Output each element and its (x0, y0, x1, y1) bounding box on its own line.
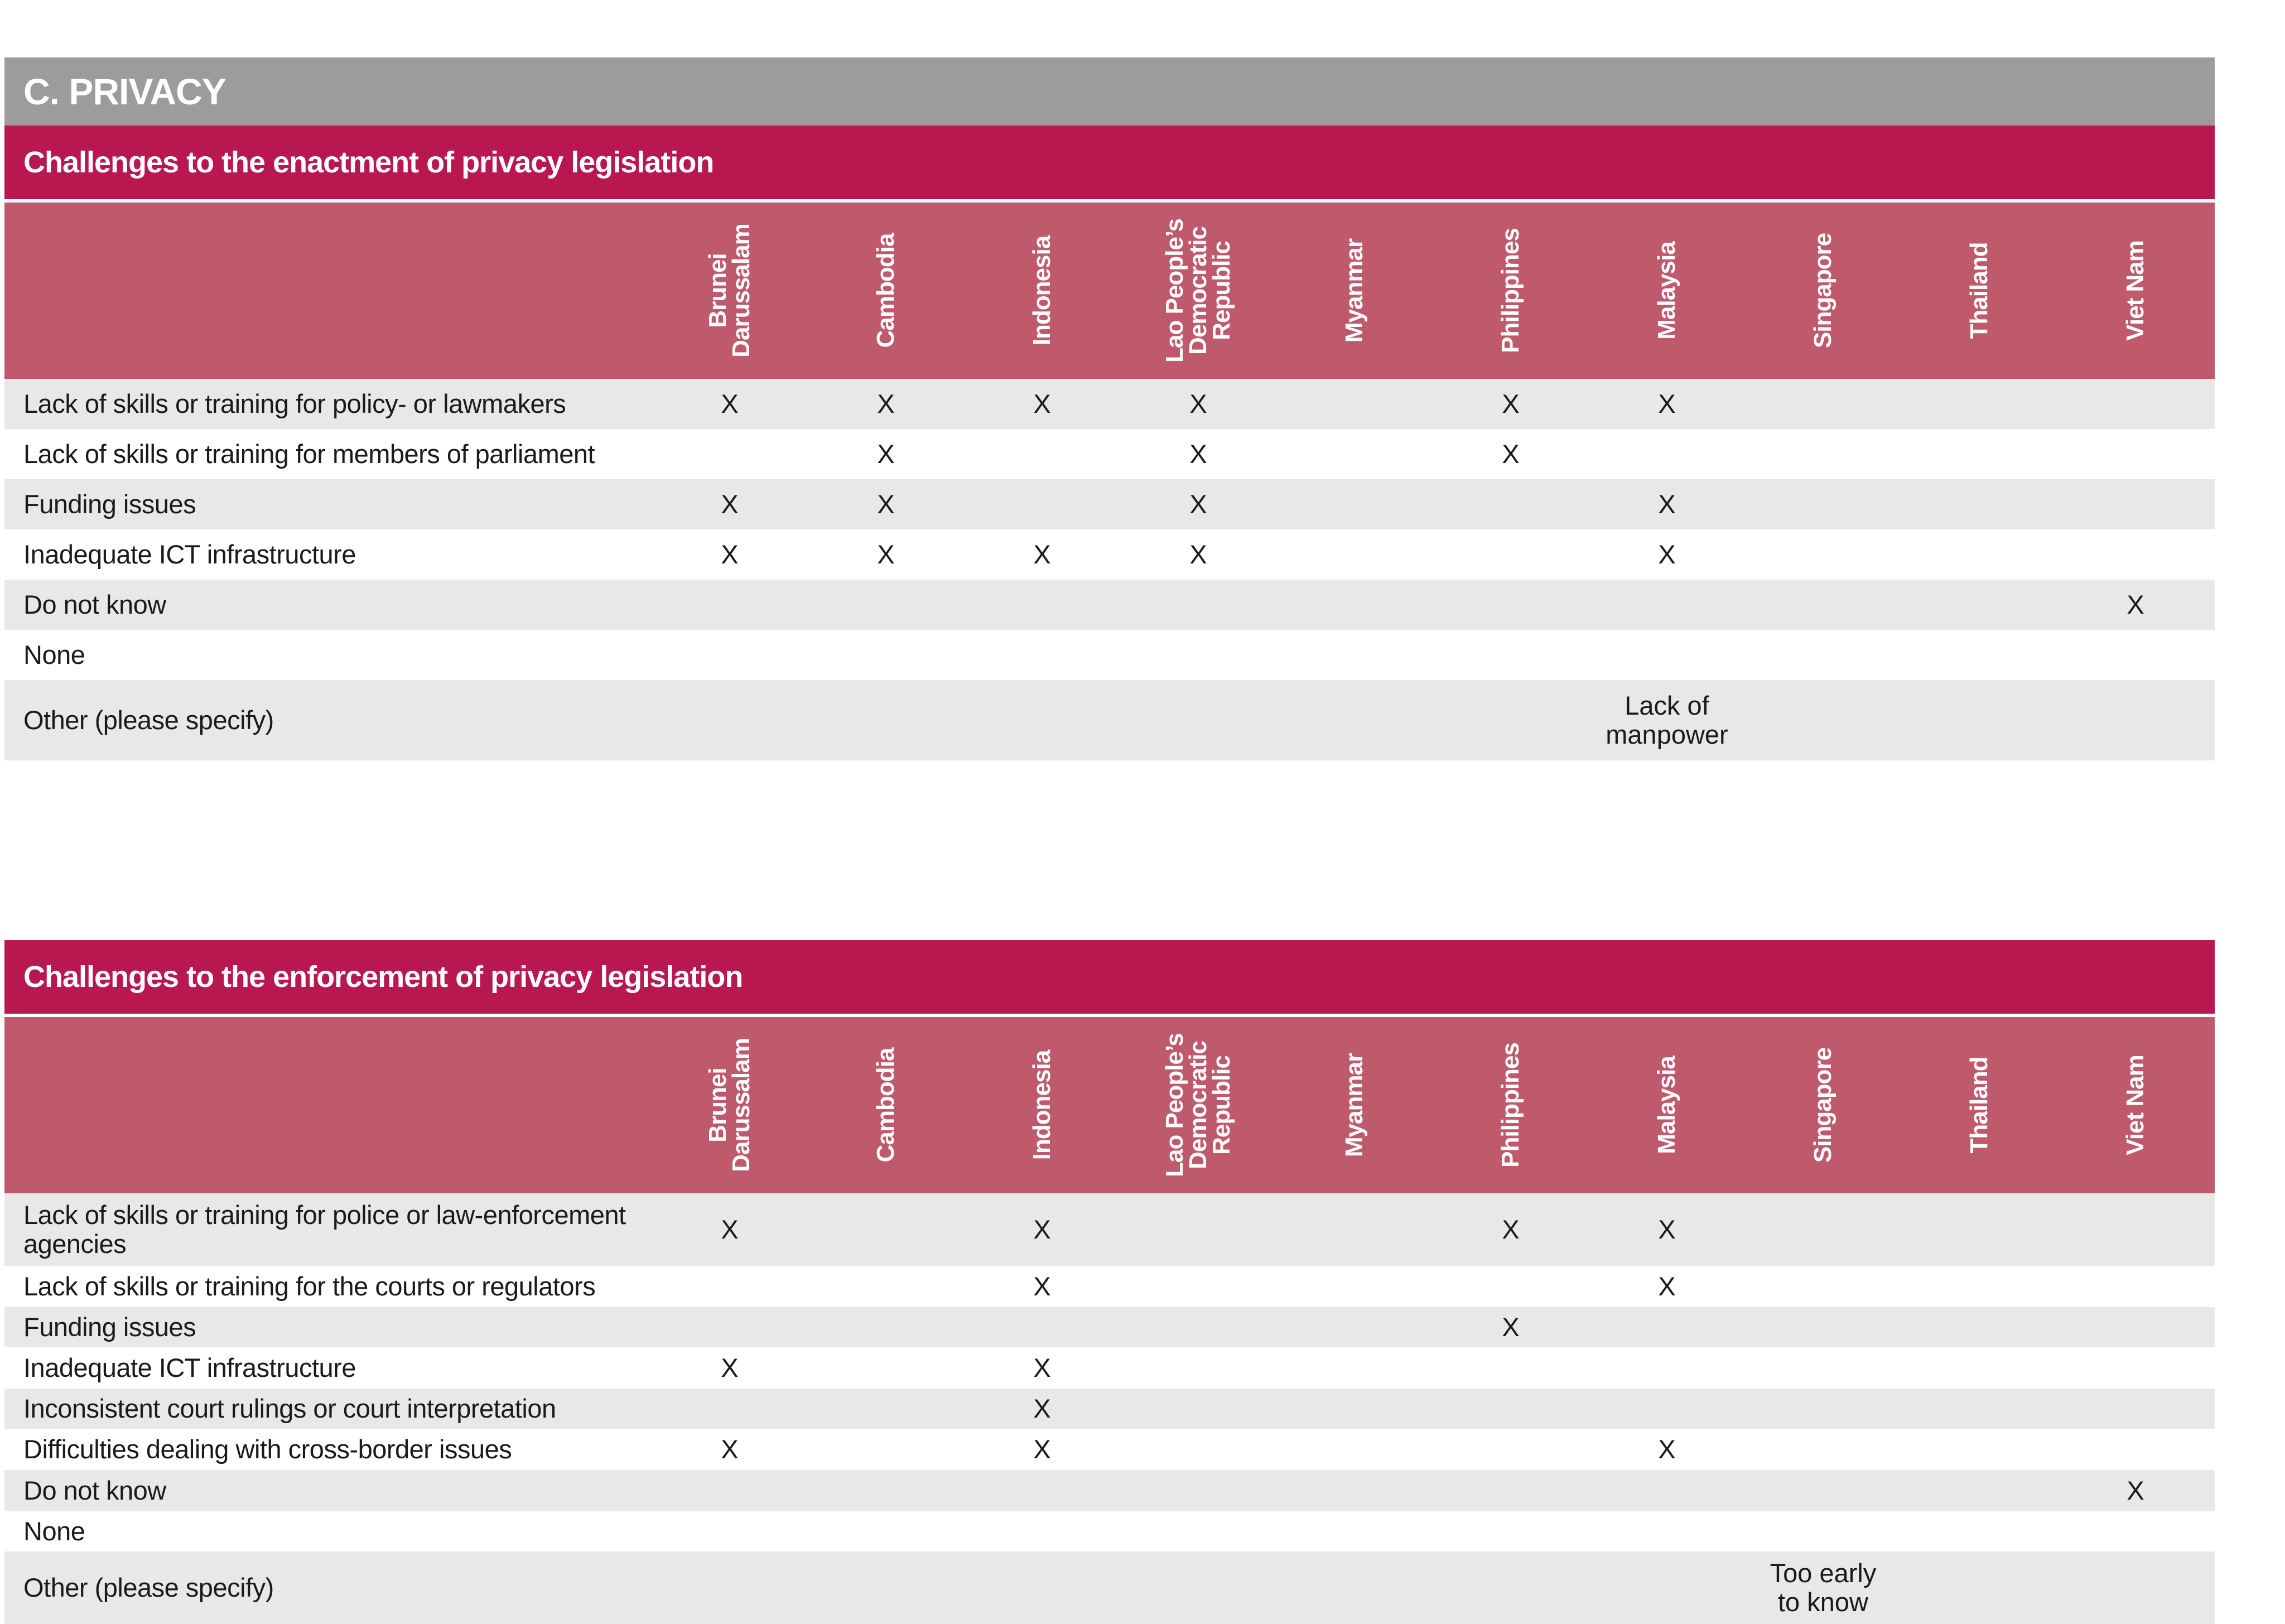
country-column-header (964, 203, 1120, 379)
country-name: Viet Nam (2122, 1055, 2149, 1155)
country-column-header (1433, 203, 1589, 379)
check-mark: X (721, 539, 739, 569)
row-label: None (23, 640, 85, 669)
country-header-row (4, 1017, 2215, 1193)
table-row (4, 1266, 2215, 1307)
row-label: Difficulties dealing with cross-border issues (23, 1434, 512, 1464)
table-row (4, 1307, 2215, 1347)
check-mark: X (1033, 539, 1051, 569)
check-mark: X (1658, 539, 1676, 569)
country-name: Cambodia (872, 1048, 899, 1163)
check-mark: X (1033, 1353, 1051, 1382)
country-name: Brunei Darussalam (704, 224, 755, 358)
check-mark: X (2127, 590, 2144, 619)
country-name: Lao People’s Democratic Republic (1161, 1033, 1235, 1177)
country-column-header (2057, 203, 2214, 379)
check-mark: X (1189, 389, 1207, 418)
country-name: Lao People’s Democratic Republic (1161, 219, 1235, 363)
row-label: Do not know (23, 590, 166, 619)
row-label: Inconsistent court rulings or court interpretation (23, 1394, 556, 1423)
check-mark: X (877, 439, 895, 469)
country-name: Cambodia (872, 233, 899, 348)
check-mark: X (1658, 1271, 1676, 1301)
table-row (4, 479, 2215, 529)
country-column-header (808, 1017, 964, 1193)
country-column-header (1433, 1017, 1589, 1193)
check-mark: X (1033, 1271, 1051, 1301)
table-row (4, 630, 2215, 680)
table-row (4, 680, 2215, 760)
country-column-header (1901, 203, 2057, 379)
check-mark: X (1502, 1312, 1520, 1342)
country-column-header (1745, 1017, 1901, 1193)
country-name: Philippines (1497, 228, 1524, 353)
row-label: Other (please specify) (23, 1573, 274, 1602)
country-column-header (652, 1017, 808, 1193)
check-mark: X (721, 489, 739, 519)
check-mark: X (1033, 1434, 1051, 1464)
check-mark: X (1033, 1215, 1051, 1244)
table-row (4, 429, 2215, 479)
country-column-header (964, 1017, 1120, 1193)
check-mark: X (1033, 1394, 1051, 1423)
table-row (4, 1511, 2215, 1551)
check-mark: X (1502, 1215, 1520, 1244)
table-row (4, 1389, 2215, 1429)
enforcement-challenges-table (4, 940, 2215, 1624)
country-column-header (1276, 1017, 1433, 1193)
country-column-header (1589, 1017, 1745, 1193)
table-row (4, 580, 2215, 630)
check-mark: X (877, 389, 895, 418)
row-label: Lack of skills or training for policy- or lawmakers (23, 389, 566, 418)
country-column-header (808, 203, 964, 379)
check-mark: X (1502, 439, 1520, 469)
country-header-row (4, 203, 2215, 379)
country-column-header (1901, 1017, 2057, 1193)
row-label: Lack of skills or training for the courts or regulators (23, 1271, 596, 1301)
section-title: C. PRIVACY (4, 57, 2215, 126)
country-column-header (1745, 203, 1901, 379)
country-name: Thailand (1965, 1057, 1993, 1154)
check-mark: X (877, 539, 895, 569)
check-mark: X (721, 1353, 739, 1382)
country-name: Malaysia (1653, 242, 1680, 340)
table-title: Challenges to the enforcement of privacy legislation (4, 940, 2215, 1014)
country-name: Malaysia (1653, 1056, 1680, 1154)
table-title: Challenges to the enactment of privacy legislation (4, 126, 2215, 199)
row-label: Funding issues (23, 1312, 196, 1342)
check-mark: X (1658, 1215, 1676, 1244)
country-column-header (1589, 203, 1745, 379)
check-mark: X (2127, 1476, 2144, 1505)
check-mark: X (721, 1215, 739, 1244)
country-name: Singapore (1809, 1047, 1836, 1163)
row-label: Inadequate ICT infrastructure (23, 539, 356, 569)
country-name: Singapore (1809, 233, 1836, 349)
check-mark: X (1033, 389, 1051, 418)
row-label: Funding issues (23, 489, 196, 519)
row-label: Lack of skills or training for members of parliament (23, 439, 595, 469)
country-name: Indonesia (1028, 1050, 1055, 1160)
country-column-header (1276, 203, 1433, 379)
country-column-header (652, 203, 808, 379)
table-row (4, 1470, 2215, 1511)
country-name: Viet Nam (2122, 240, 2149, 341)
check-mark: X (1658, 1434, 1676, 1464)
check-mark: X (1658, 489, 1676, 519)
country-name: Philippines (1497, 1043, 1524, 1168)
table-row (4, 1429, 2215, 1470)
table-row (4, 1551, 2215, 1624)
check-mark: X (1189, 489, 1207, 519)
table-row (4, 529, 2215, 580)
row-label: Other (please specify) (23, 705, 274, 735)
country-column-header (1120, 1017, 1276, 1193)
row-label: Do not know (23, 1476, 166, 1505)
cell-note: Too early to know (1770, 1558, 1877, 1617)
country-name: Myanmar (1341, 238, 1368, 343)
check-mark: X (721, 389, 739, 418)
table-row (4, 1347, 2215, 1389)
check-mark: X (1189, 539, 1207, 569)
check-mark: X (1502, 389, 1520, 418)
table-row (4, 379, 2215, 429)
table-row (4, 1193, 2215, 1266)
country-column-header (2057, 1017, 2214, 1193)
country-name: Indonesia (1028, 235, 1055, 346)
row-label: Inadequate ICT infrastructure (23, 1353, 356, 1382)
cell-note: Lack of manpower (1606, 691, 1728, 749)
row-label: None (23, 1516, 85, 1546)
check-mark: X (721, 1434, 739, 1464)
country-column-header (1120, 203, 1276, 379)
check-mark: X (1189, 439, 1207, 469)
enactment-challenges-table (4, 126, 2215, 760)
country-name: Myanmar (1341, 1053, 1368, 1158)
country-name: Thailand (1965, 242, 1993, 339)
row-label: Lack of skills or training for police or law-enforcement agencies (23, 1200, 626, 1259)
country-name: Brunei Darussalam (704, 1038, 755, 1172)
check-mark: X (1658, 389, 1676, 418)
check-mark: X (877, 489, 895, 519)
